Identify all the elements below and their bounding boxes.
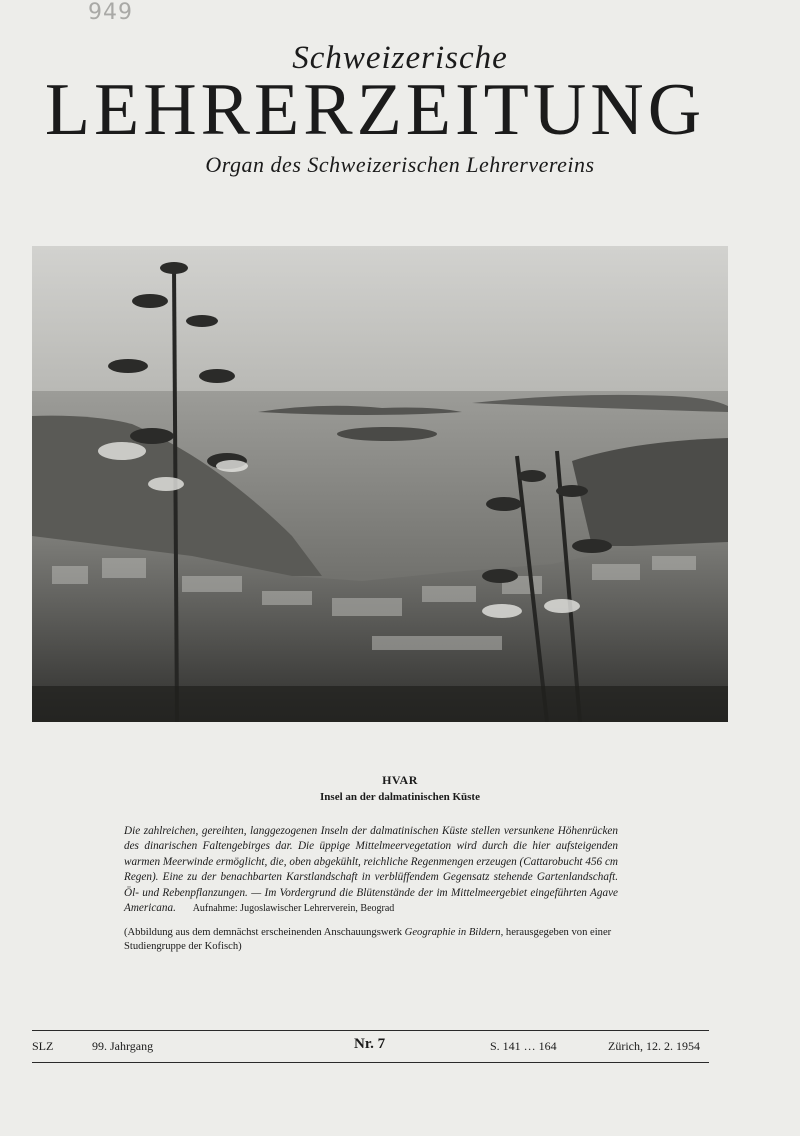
masthead-kicker: Schweizerische	[292, 40, 508, 76]
footer-issue: Nr. 7	[354, 1036, 386, 1052]
footer-abbrev: SLZ	[32, 1039, 54, 1053]
footer-volume: 99. Jahrgang	[92, 1039, 154, 1053]
photo-credit: Aufnahme: Jugoslawischer Lehrerverein, Beograd	[192, 903, 395, 915]
description-text: Die zahlreichen, gereihten, langgezogenen Inseln der dalmatinischen Küste stellen versunkene Höhenrücken des dinarischen Faltengebirges dar. Die üppige Mittelmeervegetation wird durch die hier aufsteigenden warmen Meerwinde ermöglicht, die, oben abgekühlt, reichliche Regenmengen erzeugen (Cattarobucht 456 cm Regen). Eine zu der benachbarten Karstlandschaft in verblüffendem Gegensatz stehende Gartenlandschaft. Öl- und Rebenpflanzungen. — Im Vordergrund die Blütenstände der im Mittelmeergebiet eingeführten Agave Americana.	[124, 825, 618, 915]
masthead-subtitle: Organ des Schweizerischen Lehrervereins	[205, 152, 595, 177]
cover-photo	[32, 246, 728, 722]
pencil-annotation: 949	[88, 0, 133, 25]
reference-pre: (Abbildung aus dem demnächst erscheinenden Anschauungswerk	[124, 927, 405, 938]
footer-place-date: Zürich, 12. 2. 1954	[608, 1039, 700, 1053]
caption-title: HVAR	[382, 773, 418, 787]
reference-post: herausgegeben von einer Studiengruppe der Kofisch)	[124, 927, 612, 952]
image-reference	[124, 926, 618, 954]
footer-rule-bottom	[32, 1062, 709, 1063]
footer-rule-top	[32, 1030, 709, 1031]
masthead-title: LEHRERZEITUNG	[44, 69, 706, 151]
reference-title: Geographie in Bildern,	[404, 927, 504, 938]
island-small	[337, 427, 437, 441]
cover-photo-illustration	[32, 246, 728, 722]
caption-subtitle: Insel an der dalmatinischen Küste	[320, 791, 480, 803]
caption-description	[124, 824, 618, 916]
foreground-shadow	[32, 686, 728, 722]
sky	[32, 246, 728, 396]
hill-right	[572, 438, 728, 546]
footer-pages: S. 141 … 164	[490, 1039, 557, 1053]
